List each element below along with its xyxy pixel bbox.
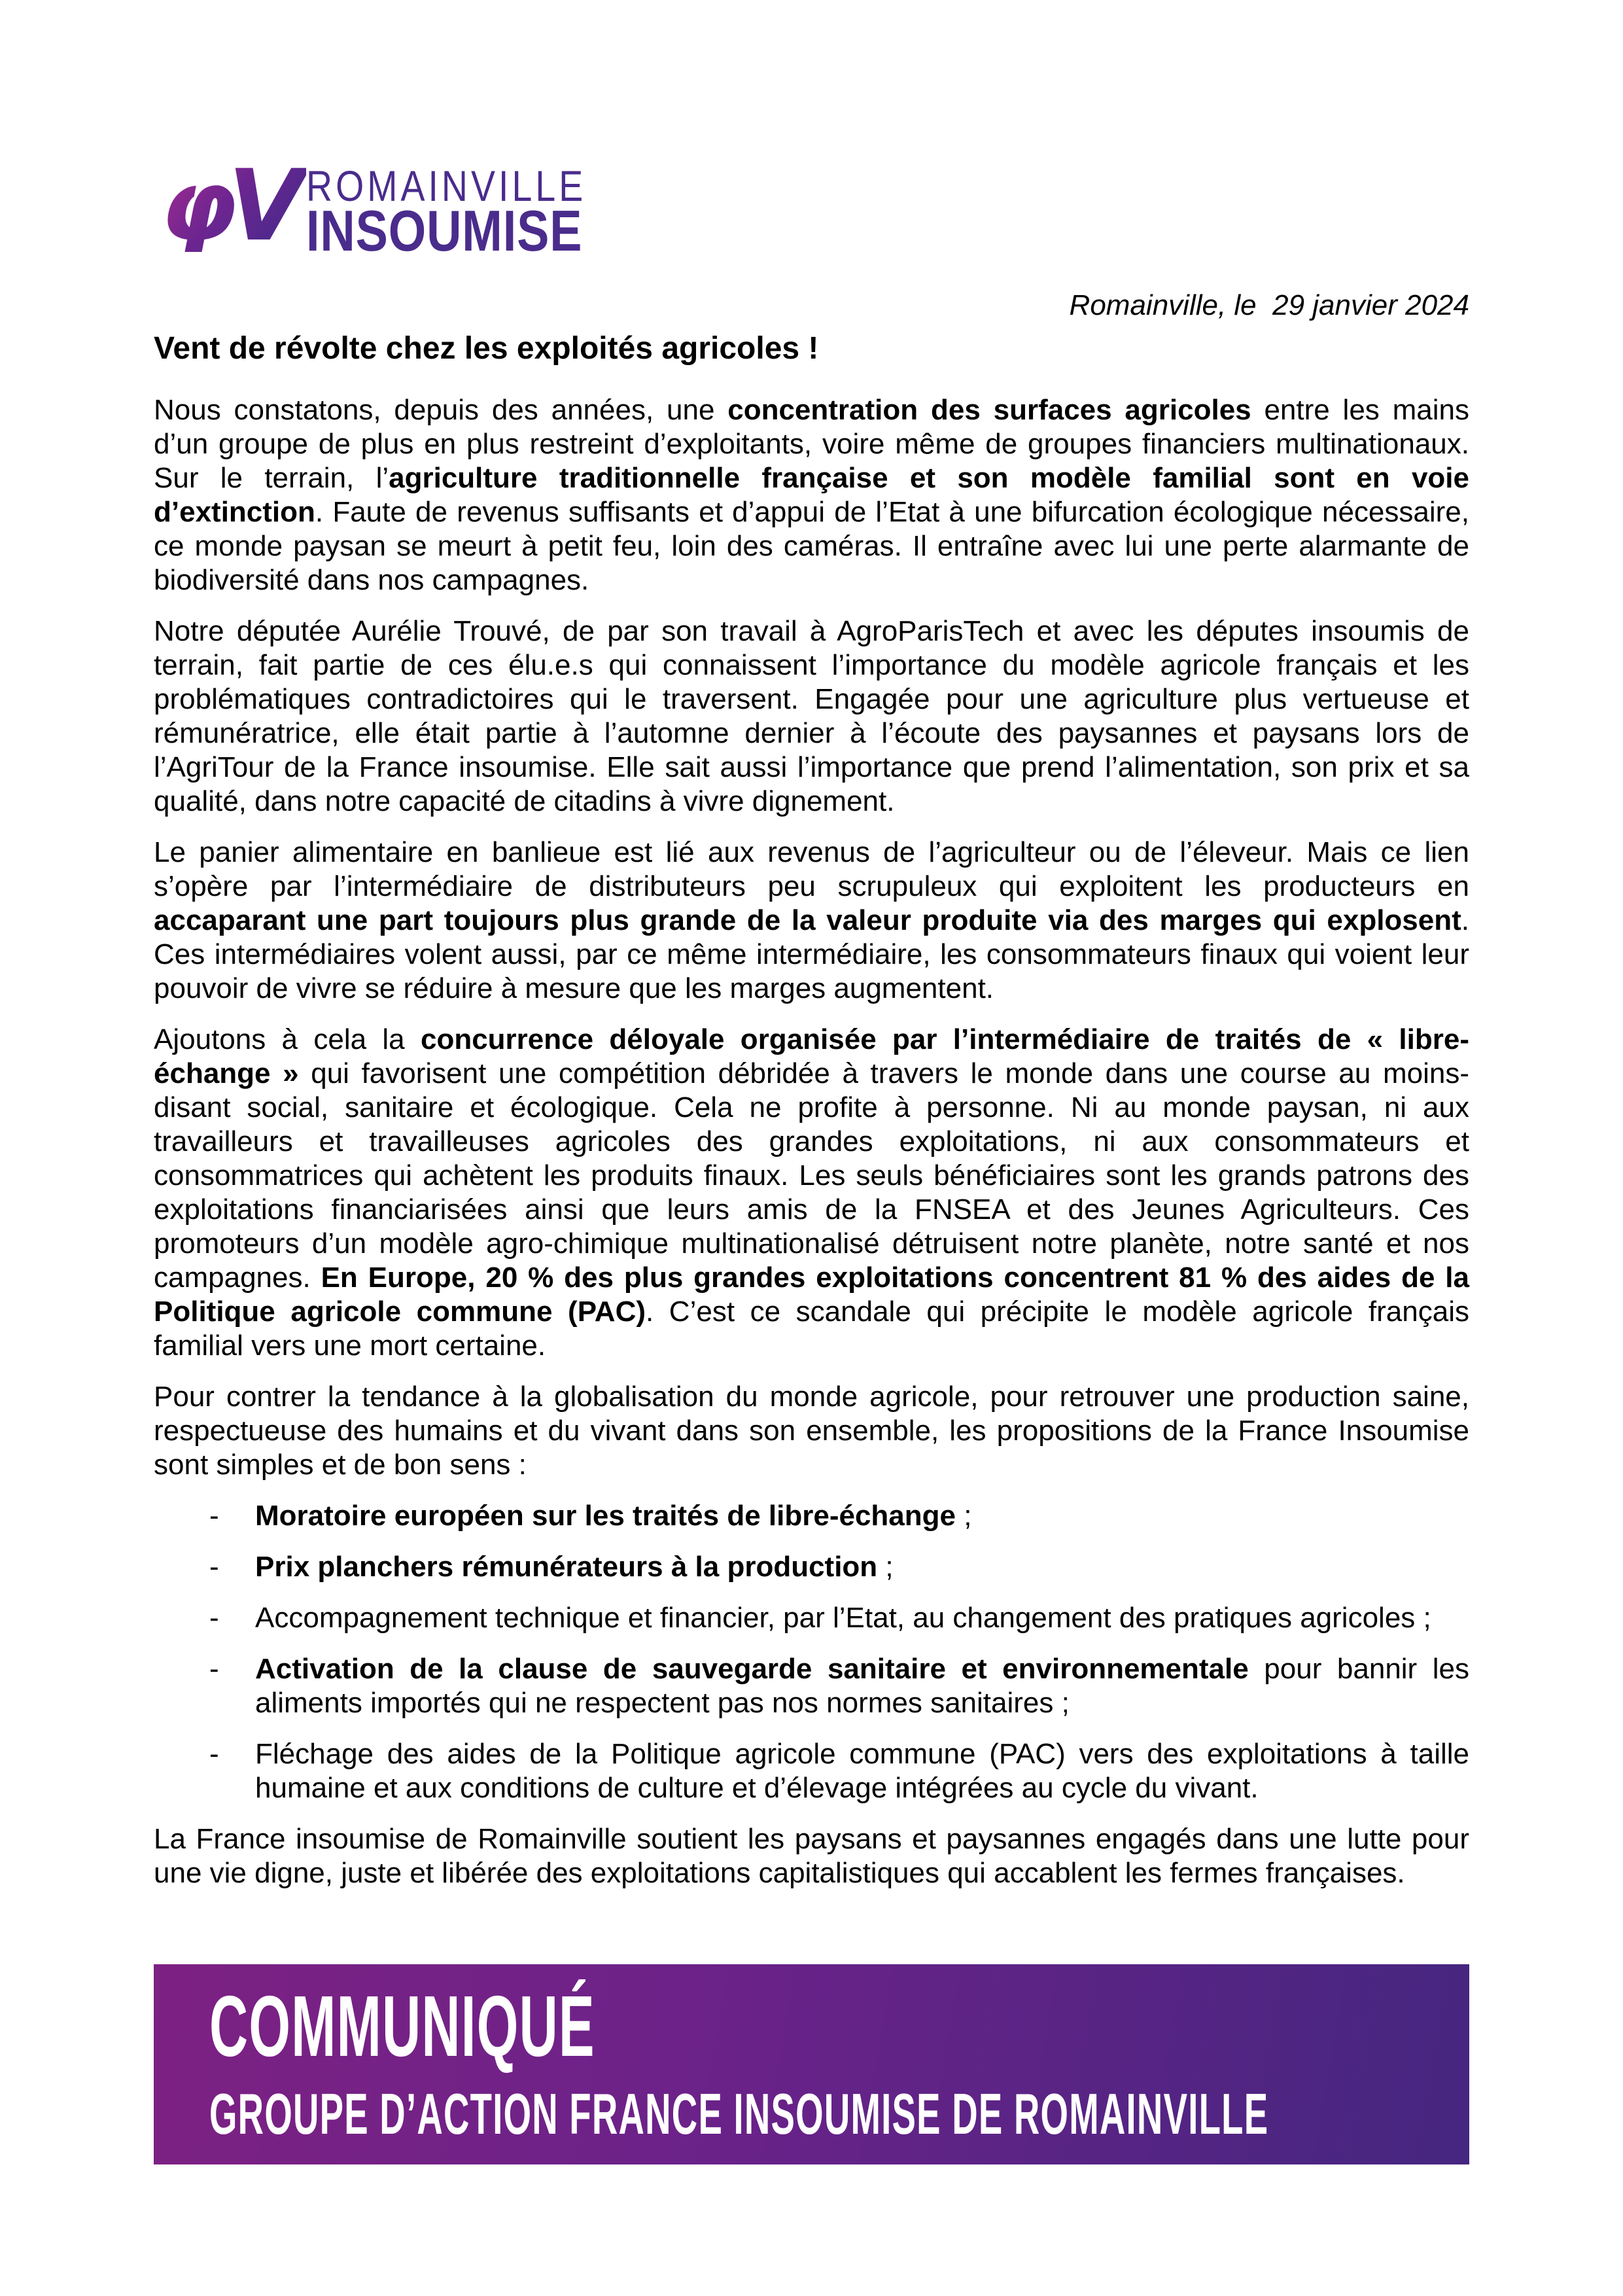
paragraph-concurrence: Ajoutons à cela la concurrence déloyale organisée par l’intermédiaire de traités de « libre-échange » qui favorisent une compétition débridée à travers le monde dans une course au moins-disant social, sanitaire et écologique. Cela ne profite à personne. Ni au monde paysan, ni aux travailleurs et travailleuses agricoles des grandes exploitations, ni aux consommateurs et consommatrices qui achètent les produits finaux. Les seuls bénéficiaires sont les grands patrons des exploitations financiarisées ainsi que leurs amis de la FNSEA et des Jeunes Agriculteurs. Ces promoteurs d’un modèle agro-chimique multinationalisé détruisent notre planète, notre santé et nos campagnes. En Europe, 20 % des plus grandes exploitations concentrent 81 % des aides de la Politique agricole commune (PAC). C’est ce scandale qui précipite le modèle agricole français familial vers une mort certaine. [154,1023,1469,1362]
list-item-text: Fléchage des aides de la Politique agricole commune (PAC) vers des exploitations à taille humaine et aux conditions de culture et d’élevage intégrées au cycle du vivant. [255,1738,1469,1804]
list-item [154,1601,1469,1635]
dateline: Romainville, le 29 janvier 2024 [1069,289,1469,321]
document-title: Vent de révolte chez les exploités agricoles ! [154,331,819,366]
communique-banner [154,1964,1469,2164]
paragraph-panier: Le panier alimentaire en banlieue est lié aux revenus de l’agriculteur ou de l’éleveur. Mais ce lien s’opère par l’intermédiaire de distributeurs peu scrupuleux qui exploitent les producteurs en accaparant une part toujours plus grande de la valeur produite via des marges qui explosent. Ces intermédiaires volent aussi, par ce même intermédiaire, les consommateurs finaux qui voient leur pouvoir de vivre se réduire à mesure que les marges augmentent. [154,836,1469,1004]
paragraph-propositions-intro: Pour contrer la tendance à la globalisation du monde agricole, pour retrouver une production saine, respectueuse des humains et du vivant dans son ensemble, les propositions de la France Insoumise sont simples et de bon sens : [154,1381,1469,1481]
logo-wordmark-romainville: ROMAINVILLE [306,162,587,210]
list-item [154,1499,1469,1533]
closing-paragraph: La France insoumise de Romainville soutient les paysans et paysannes engagés dans une lutte pour une vie digne, juste et libérée des exploitations capitalistiques qui accablent les fermes françaises. [154,1823,1469,1889]
logo-wordmark [306,160,640,263]
propositions-list [154,1499,1469,1805]
logo [160,149,1469,263]
list-item [154,1652,1469,1720]
paragraph-deputee: Notre députée Aurélie Trouvé, de par son travail à AgroParisTech et avec les députes insoumis de terrain, fait partie de ces élu.e.s qui connaissent l’importance du modèle agricole français et les problématiques contradictoires qui le traversent. Engagée pour une agriculture plus vertueuse et rémunératrice, elle était partie à l’automne dernier à l’écoute des paysannes et paysans lors de l’AgriTour de la France insoumise. Elle sait aussi l’importance que prend l’alimentation, son prix et sa qualité, dans notre capacité de citadins à vivre dignement. [154,615,1469,817]
list-item [154,1737,1469,1805]
list-item-text: Activation de la clause de sauvegarde sanitaire et environnementale pour bannir les aliments importés qui ne respectent pas nos normes sanitaires ; [255,1653,1470,1719]
dash-bullet-icon: - [209,1500,219,1532]
list-item-text: Accompagnement technique et financier, par l’Etat, au changement des pratiques agricoles ; [255,1602,1431,1634]
list-item-text: Prix planchers rémunérateurs à la production ; [255,1551,894,1583]
banner-title: COMMUNIQUÉ [209,1978,595,2074]
dash-bullet-icon: - [209,1738,219,1770]
dash-bullet-icon: - [209,1602,219,1634]
paragraph-concentration: Nous constatons, depuis des années, une concentration des surfaces agricoles entre les mains d’un groupe de plus en plus restreint d’exploitants, voire même de groupes financiers multinationaux. Sur le terrain, l’agriculture traditionnelle française et son modèle familial sont en voie d’extinction. Faute de revenus suffisants et d’appui de l’Etat à une bifurcation écologique nécessaire, ce monde paysan se meurt à petit feu, loin des caméras. Il entraîne avec lui une perte alarmante de biodiversité dans nos campagnes. [154,394,1469,596]
banner-subtitle: GROUPE D’ACTION FRANCE INSOUMISE DE ROMAINVILLE [209,2081,1269,2146]
dash-bullet-icon: - [209,1551,219,1583]
page-content [0,149,1623,1890]
list-item [154,1550,1469,1584]
phi-v-logo-icon: φV [160,160,306,252]
dash-bullet-icon: - [209,1653,219,1685]
logo-wordmark-insoumise: INSOUMISE [306,198,583,263]
list-item-text: Moratoire européen sur les traités de libre-échange ; [255,1500,972,1532]
